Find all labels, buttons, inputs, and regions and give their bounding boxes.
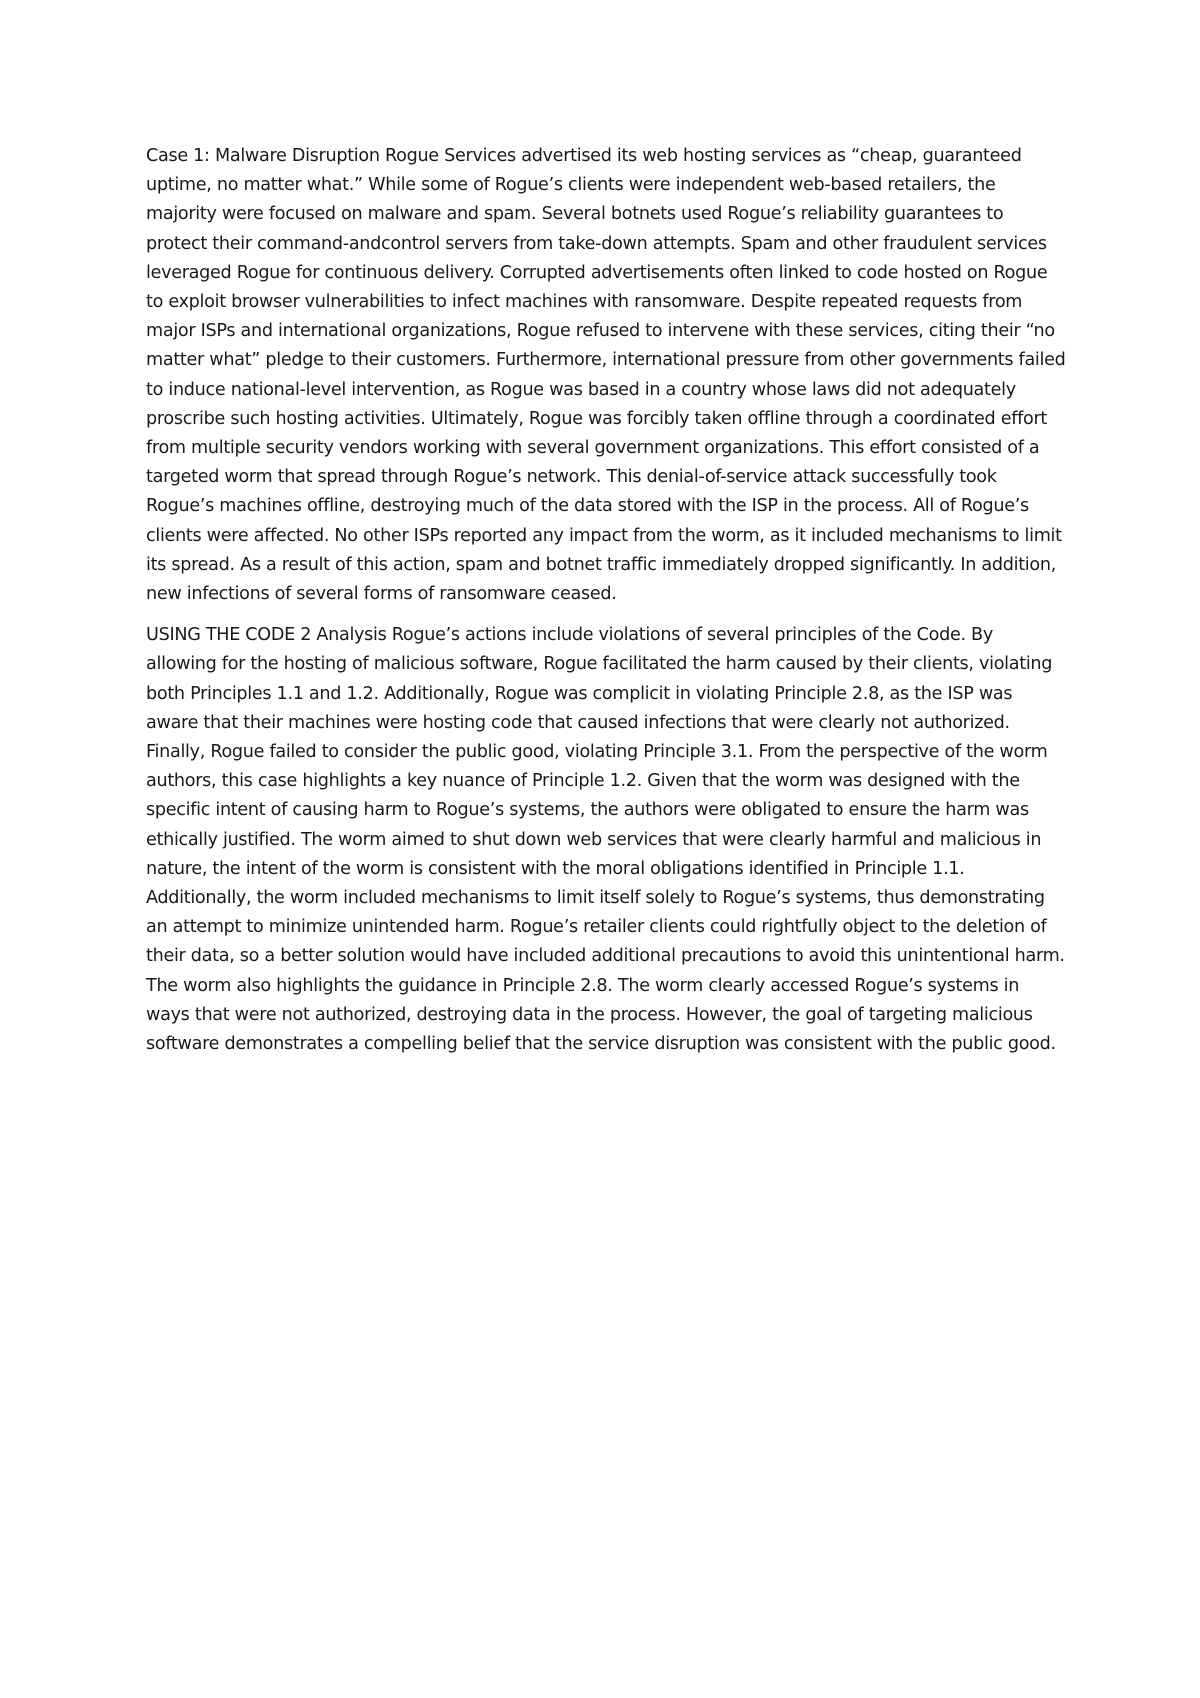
case-paragraph: Case 1: Malware Disruption Rogue Services advertised its web hosting services as “cheap, guaranteed uptime, no matter what.” While some of Rogue’s clients were independent web-based retailers, the majority were focused on malware and spam. Several botnets used Rogue’s reliability guarantees to protect their command-andcontrol servers from take-down attempts. Spam and other fraudulent services leveraged Rogue for continuous delivery. Corrupted advertisements often linked to code hosted on Rogue to exploit browser vulnerabilities to infect machines with ransomware. Despite repeated requests from major ISPs and international organizations, Rogue refused to intervene with these services, citing their “no matter what” pledge to their customers. Furthermore, international pressure from other governments failed to induce national-level intervention, as Rogue was based in a country whose laws did not adequately proscribe such hosting activities. Ultimately, Rogue was forcibly taken offline through a coordinated effort from multiple security vendors working with several government organizations. This effort consisted of a targeted worm that spread through Rogue’s network. This denial-of-service attack successfully took Rogue’s machines offline, destroying much of the data stored with the ISP in the process. All of Rogue’s clients were affected. No other ISPs reported any impact from the worm, as it included mechanisms to limit its spread. As a result of this action, spam and botnet traffic immediately dropped significantly. In addition, new infections of several forms of ransomware ceased. — [146, 146, 1066, 605]
document-body — [146, 142, 1066, 1071]
analysis-paragraph: USING THE CODE 2 Analysis Rogue’s actions include violations of several principles of the Code. By allowing for the hosting of malicious software, Rogue facilitated the harm caused by their clients, violating both Principles 1.1 and 1.2. Additionally, Rogue was complicit in violating Principle 2.8, as the ISP was aware that their machines were hosting code that caused infections that were clearly not authorized. Finally, Rogue failed to consider the public good, violating Principle 3.1. From the perspective of the worm authors, this case highlights a key nuance of Principle 1.2. Given that the worm was designed with the specific intent of causing harm to Rogue’s systems, the authors were obligated to ensure the harm was ethically justified. The worm aimed to shut down web services that were clearly harmful and malicious in nature, the intent of the worm is consistent with the moral obligations identified in Principle 1.1. Additionally, the worm included mechanisms to limit itself solely to Rogue’s systems, thus demonstrating an attempt to minimize unintended harm. Rogue’s retailer clients could rightfully object to the deletion of their data, so a better solution would have included additional precautions to avoid this unintentional harm. The worm also highlights the guidance in Principle 2.8. The worm clearly accessed Rogue’s systems in ways that were not authorized, destroying data in the process. However, the goal of targeting malicious software demonstrates a compelling belief that the service disruption was consistent with the public good. — [146, 625, 1065, 1055]
